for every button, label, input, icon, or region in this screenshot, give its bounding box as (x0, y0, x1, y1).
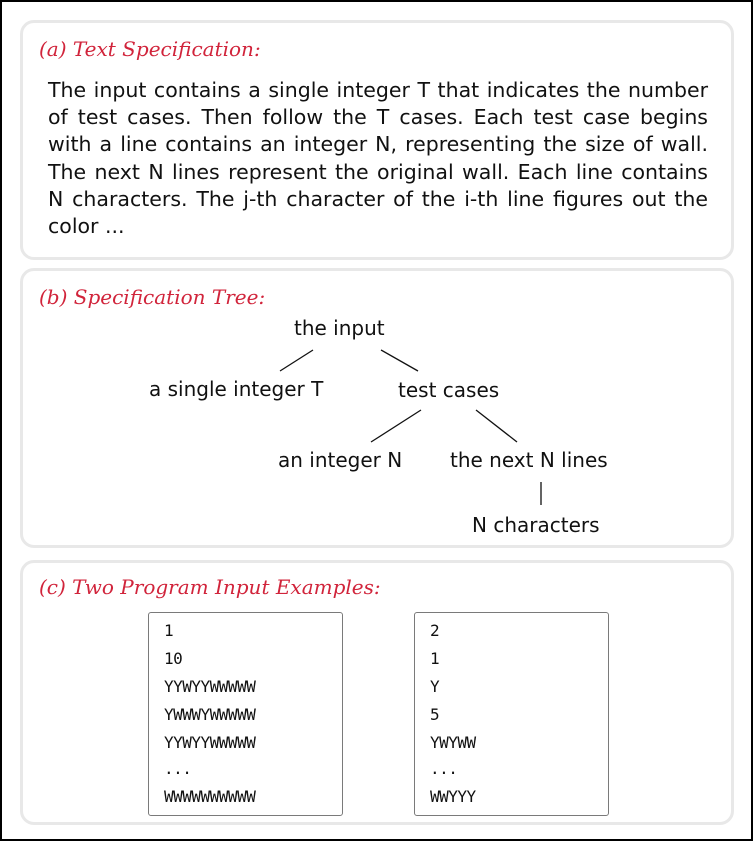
example-1-line: YWWWYWWWWW (164, 705, 256, 724)
example-1-line: 1 (164, 621, 174, 640)
example-2-line: 5 (430, 705, 440, 724)
example-1-line: ... (164, 759, 192, 778)
tree-edges (23, 271, 737, 551)
edge-root-to-test-cases (381, 350, 418, 371)
example-1-line: WWWWWWWWWW (164, 787, 256, 806)
example-2-line: ... (430, 759, 458, 778)
tree-node-n-characters: N characters (472, 513, 600, 537)
input-example-1 (148, 612, 343, 816)
edge-test-cases-to-integer-n (371, 410, 421, 442)
example-2-line: 2 (430, 621, 440, 640)
example-1-line: YYWYYWWWWW (164, 733, 256, 752)
tree-node-next-n-lines: the next N lines (450, 448, 608, 472)
tree-node-test-cases: test cases (398, 378, 500, 402)
example-2-line: 1 (430, 649, 440, 668)
tree-node-integer-n: an integer N (278, 448, 403, 472)
edge-root-to-single-integer (280, 350, 313, 371)
example-2-line: Y (430, 677, 440, 696)
specification-text: The input contains a single integer T that indicates the number of test cases. Then follow the T cases. Each test case begins with a line contains an integer N, representing the size of wall. The next N lines represent the original wall. Each line contains N characters. The j-th character of the i-th line figures out the color ... (48, 78, 708, 239)
example-1-line: YYWYYWWWWW (164, 677, 256, 696)
panel-title-input-examples: (c) Two Program Input Examples: (39, 575, 381, 599)
input-examples-panel (20, 560, 734, 825)
input-example-2 (414, 612, 609, 816)
text-specification-panel (20, 20, 734, 260)
example-1-line: 10 (164, 649, 183, 668)
example-2-line: WWYYY (430, 787, 476, 806)
panel-title-text-specification: (a) Text Specification: (39, 37, 261, 61)
tree-node-single-integer: a single integer T (149, 377, 324, 401)
tree-node-the-input: the input (294, 316, 385, 340)
edge-test-cases-to-next-n-lines (476, 410, 517, 442)
specification-tree-panel (20, 268, 734, 548)
panel-title-specification-tree: (b) Specification Tree: (39, 285, 266, 309)
example-2-line: YWYWW (430, 733, 476, 752)
